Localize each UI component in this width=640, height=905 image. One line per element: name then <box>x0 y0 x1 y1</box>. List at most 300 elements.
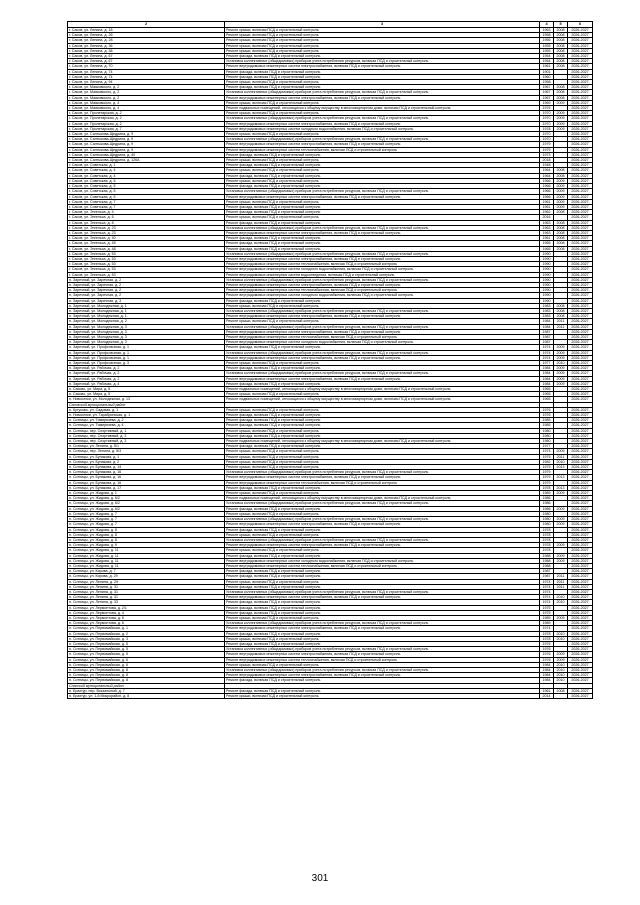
last-repair-year-cell: 2011 <box>554 584 568 589</box>
build-year-cell: 1967 <box>540 85 554 90</box>
address-cell: г. Сасов, ул. Энгельса, д. 53 <box>68 262 225 267</box>
build-year-cell: 1980 <box>540 428 554 433</box>
last-repair-year-cell: 2013 <box>554 465 568 470</box>
build-year-cell: 1965 <box>540 392 554 397</box>
work-type-cell: Ремонт внутридомовых инженерных систем электроснабжения, включая ПСД и строительный контроль <box>225 95 540 100</box>
last-repair-year-cell: 2008 <box>554 314 568 319</box>
last-repair-year-cell: 2009 <box>554 111 568 116</box>
work-type-cell: Ремонт крыши, включая ПСД и строительный контроль <box>225 43 540 48</box>
build-year-cell: 1948 <box>540 163 554 168</box>
last-repair-year-cell: 2008 <box>554 220 568 225</box>
work-type-cell: Ремонт подвальных помещений, относящихся к общему имуществу в многоквартирном доме, включая ПСД и строительный контроль <box>225 387 540 392</box>
work-type-cell: Ремонт фасада, включая ПСД и строительный контроль <box>225 423 540 428</box>
planned-period-cell: 2026-2027 <box>568 506 593 511</box>
planned-period-cell: 2026-2027 <box>568 470 593 475</box>
work-type-cell: Ремонт внутридомовых инженерных систем электроснабжения, включая ПСД и строительный контроль <box>225 355 540 360</box>
work-type-cell: Ремонт подвальных помещений, относящихся к общему имуществу в многоквартирном доме, включая ПСД и строительный контроль <box>225 106 540 111</box>
build-year-cell: 1990 <box>540 256 554 261</box>
planned-period-cell: 2026-2027 <box>568 392 593 397</box>
planned-period-cell: 2026-2027 <box>568 615 593 620</box>
build-year-cell: 1970 <box>540 116 554 121</box>
last-repair-year-cell: 2009 <box>554 517 568 522</box>
work-type-cell: Ремонт фасада, включая ПСД и строительный контроль <box>225 184 540 189</box>
work-type-cell: Ремонт внутридомовых инженерных систем электроснабжения, включая ПСД и строительный контроль <box>225 522 540 527</box>
address-cell: п. Сотницы, пер. Спортивный, д. 1 <box>68 428 225 433</box>
build-year-cell: 1984 <box>540 678 554 683</box>
last-repair-year-cell: 2009 <box>554 381 568 386</box>
last-repair-year-cell: 2008 <box>554 688 568 693</box>
work-type-cell: Ремонт подвальных помещений, относящихся к общему имуществу в многоквартирном доме, включая ПСД и строительный контроль <box>225 397 540 402</box>
work-type-cell: Ремонт фасада, включая ПСД и строительный контроль <box>225 506 540 511</box>
last-repair-year-cell: 2009 <box>554 558 568 563</box>
last-repair-year-cell: 2010 <box>554 636 568 641</box>
planned-period-cell: 2026-2027 <box>568 33 593 38</box>
work-type-cell: Ремонт крыши, включая ПСД и строительный контроль <box>225 548 540 553</box>
work-type-cell: Ремонт внутридомовых инженерных систем теплоснабжения, включая ПСД и строительный контроль <box>225 262 540 267</box>
planned-period-cell: 2026-2027 <box>568 553 593 558</box>
work-type-cell: Ремонт внутридомовых инженерных систем электроснабжения, включая ПСД и строительный контроль <box>225 543 540 548</box>
table-body <box>68 28 593 699</box>
address-cell: п. Сотницы, ул. Жидова, д. 8 <box>68 537 225 542</box>
build-year-cell: 1990 <box>540 277 554 282</box>
last-repair-year-cell: 2011 <box>554 574 568 579</box>
work-type-cell: Ремонт фасада, включая ПСД и строительный контроль <box>225 381 540 386</box>
work-type-cell: Ремонт внутридомовых инженерных систем теплоснабжения, включая ПСД и строительный контроль <box>225 147 540 152</box>
planned-period-cell: 2026-2027 <box>568 199 593 204</box>
address-cell: г. Сасов, ул. Маяковского, д. 4 <box>68 106 225 111</box>
work-type-cell: Ремонт внутридомовых инженерных систем холодного водоснабжения, включая ПСД и строительный контроль <box>225 267 540 272</box>
work-type-cell: Ремонт внутридомовых инженерных систем электроснабжения, включая ПСД и строительный контроль <box>225 329 540 334</box>
build-year-cell: 1970 <box>540 111 554 116</box>
build-year-cell: 1955 <box>540 48 554 53</box>
address-cell: п. Сотницы, ул. Бунакова, д. 14 <box>68 465 225 470</box>
address-cell: г. Сасов, ул. Пролетарская, д. 2 <box>68 121 225 126</box>
last-repair-year-cell: 2008 <box>554 64 568 69</box>
last-repair-year-cell: 2010 <box>554 673 568 678</box>
planned-period-cell: 2026-2027 <box>568 532 593 537</box>
work-type-cell: Ремонт внутридомовых инженерных систем теплоснабжения, включая ПСД и строительный контроль <box>225 480 540 485</box>
planned-period-cell: 2026-2027 <box>568 126 593 131</box>
planned-period-cell: 2026-2027 <box>568 28 593 33</box>
address-cell: п. Заречный, ул. Заречная, д. 2 <box>68 277 225 282</box>
work-type-cell: Ремонт фасада, включая ПСД и строительный контроль <box>225 413 540 418</box>
address-cell: п. Сотницы, ул. Первомайская, д. 5 <box>68 652 225 657</box>
planned-period-cell: 2026-2027 <box>568 641 593 646</box>
build-year-cell: 1975 <box>540 610 554 615</box>
last-repair-year-cell: 2008 <box>554 225 568 230</box>
work-type-cell: Ремонт фасада, включая ПСД и строительный контроль <box>225 678 540 683</box>
last-repair-year-cell: 2008 <box>554 90 568 95</box>
planned-period-cell: 2026-2027 <box>568 225 593 230</box>
address-cell: п. Заречный, ул. Профсоюзная, д. 1 <box>68 345 225 350</box>
address-cell: п. Сотницы, ул. Тимирязева, д. 2 <box>68 418 225 423</box>
planned-period-cell: 2026-2027 <box>568 267 593 272</box>
build-year-cell: 1989 <box>540 621 554 626</box>
build-year-cell: 1983 <box>540 303 554 308</box>
build-year-cell: 1974 <box>540 579 554 584</box>
work-type-cell: Ремонт крыши, включая ПСД и строительный контроль <box>225 100 540 105</box>
planned-period-cell: 2026-2027 <box>568 475 593 480</box>
address-cell: г. Сасов, ул. Ленина, д. 70 <box>68 64 225 69</box>
build-year-cell: 1978 <box>540 631 554 636</box>
work-type-cell: Установка коллективных (общедомовых) приборов учета потребления ресурсов, включая ПСД и строительный контроль <box>225 277 540 282</box>
address-cell: п. Сотницы, ул. Жидова, д. 11 <box>68 563 225 568</box>
build-year-cell: 1985 <box>540 423 554 428</box>
last-repair-year-cell: 2011 <box>554 579 568 584</box>
planned-period-cell: 2026-2027 <box>568 282 593 287</box>
build-year-cell: 1978 <box>540 548 554 553</box>
work-type-cell: Ремонт внутридомовых инженерных систем электроснабжения, включая ПСД и строительный контроль <box>225 314 540 319</box>
address-cell: п. Кутуково, ул. Садовая, д. 1 <box>68 407 225 412</box>
address-cell: п. Сотницы, ул. Лермонтова, д. 2/1 <box>68 605 225 610</box>
build-year-cell: 1990 <box>540 293 554 298</box>
build-year-cell: 1954 <box>540 59 554 64</box>
work-type-cell: Ремонт внутридомовых инженерных систем холодного водоснабжения, включая ПСД и строительный контроль <box>225 293 540 298</box>
build-year-cell: 1984 <box>540 319 554 324</box>
last-repair-year-cell: 2008 <box>554 28 568 33</box>
address-cell: п. Сотницы, ул. Тимирязева, д. 4 <box>68 423 225 428</box>
work-type-cell: Ремонт внутридомовых инженерных систем теплоснабжения, включая ПСД и строительный контроль <box>225 288 540 293</box>
address-cell: п. Заречный, ул. Молодежная, д. 3 <box>68 340 225 345</box>
address-cell: п. Сотницы, ул. Жидова, д. 9 <box>68 543 225 548</box>
work-type-cell: Ремонт внутридомовых инженерных систем электроснабжения, включая ПСД и строительный контроль <box>225 194 540 199</box>
work-type-cell: Установка коллективных (общедомовых) приборов учета потребления ресурсов, включая ПСД и строительный контроль <box>225 517 540 522</box>
build-year-cell: 1978 <box>540 532 554 537</box>
build-year-cell: 1979 <box>540 470 554 475</box>
last-repair-year-cell: 2010 <box>554 600 568 605</box>
address-cell: п. Заречный, ул. Заречная, д. 2 <box>68 288 225 293</box>
last-repair-year-cell: 2011 <box>554 319 568 324</box>
build-year-cell: 1990 <box>540 267 554 272</box>
planned-period-cell: 2026-2027 <box>568 449 593 454</box>
build-year-cell: 1961 <box>540 688 554 693</box>
planned-period-cell: 2026-2027 <box>568 303 593 308</box>
address-cell: п. Заречный, ул. Молодежная, д. 3 <box>68 329 225 334</box>
build-year-cell: 1901 <box>540 69 554 74</box>
build-year-cell: 1989 <box>540 615 554 620</box>
build-year-cell: 1984 <box>540 381 554 386</box>
last-repair-year-cell: 2009 <box>554 506 568 511</box>
last-repair-year-cell: 2009 <box>554 121 568 126</box>
address-cell: п. Сотницы, ул. Ленина, д. 31 <box>68 584 225 589</box>
address-cell: п. Сотницы, ул. Бунакова, д. 17 <box>68 485 225 490</box>
last-repair-year-cell: 2008 <box>554 59 568 64</box>
build-year-cell: 1963 <box>540 220 554 225</box>
address-cell: п. Заречный, ул. Молодежная, д. 1 <box>68 303 225 308</box>
address-cell: г. Сасов, ул. Энгельса, д. 6 <box>68 215 225 220</box>
build-year-cell: 1978 <box>540 636 554 641</box>
build-year-cell: 1978 <box>540 527 554 532</box>
build-year-cell: 1990 <box>540 298 554 303</box>
work-type-cell: Ремонт крыши, включая ПСД и строительный контроль <box>225 168 540 173</box>
capital-repair-works-table <box>67 21 593 699</box>
planned-period-cell: 2026-2027 <box>568 147 593 152</box>
work-type-cell: Ремонт внутридомовых инженерных систем электроснабжения, включая ПСД и строительный контроль <box>225 121 540 126</box>
address-cell: п. Сотницы, ул. Жидова, д. 6/2 <box>68 506 225 511</box>
build-year-cell: 1978 <box>540 543 554 548</box>
address-cell: п. Заречный, ул. Молодежная, д. 3 <box>68 334 225 339</box>
build-year-cell: 1958 <box>540 80 554 85</box>
planned-period-cell: 2026-2027 <box>568 38 593 43</box>
planned-period-cell: 2026-2027 <box>568 106 593 111</box>
build-year-cell: 1984 <box>540 324 554 329</box>
address-cell: г. Сасов, ул. Энгельса, д. 23 <box>68 225 225 230</box>
last-repair-year-cell: 2010 <box>554 595 568 600</box>
planned-period-cell: 2026-2027 <box>568 334 593 339</box>
planned-period-cell: 2026-2027 <box>568 485 593 490</box>
planned-period-cell: 2026-2027 <box>568 496 593 501</box>
address-cell: г. Сасов, ул. Энгельса, д. 45 <box>68 241 225 246</box>
address-cell: п. Заречный, ул. Рабочая, д. 2 <box>68 366 225 371</box>
address-cell: г. Сасов, ул. Ленина, д. 74 <box>68 69 225 74</box>
build-year-cell: 1963 <box>540 230 554 235</box>
work-type-cell: Ремонт крыши, включая ПСД и строительный контроль <box>225 111 540 116</box>
build-year-cell: 1987 <box>540 574 554 579</box>
planned-period-cell: 2026-2027 <box>568 48 593 53</box>
address-cell: г. Сасов, ул. Маяковского, д. 4 <box>68 100 225 105</box>
planned-period-cell: 2026-2027 <box>568 517 593 522</box>
work-type-cell: Установка коллективных (общедомовых) приборов учета потребления ресурсов, включая ПСД и строительный контроль <box>225 116 540 121</box>
planned-period-cell: 2026-2027 <box>568 158 593 163</box>
planned-period-cell: 2026-2027 <box>568 413 593 418</box>
address-cell: г. Сасов, ул. Советская, д. 5 <box>68 178 225 183</box>
address-cell: г. Сасов, ул. Советская, д. 7 <box>68 199 225 204</box>
planned-period-cell: 2026-2027 <box>568 194 593 199</box>
build-year-cell: 1978 <box>540 126 554 131</box>
address-cell: г. Сасов, ул. Ленина, д. 28 <box>68 38 225 43</box>
last-repair-year-cell: 2008 <box>554 33 568 38</box>
build-year-cell: 1980 <box>540 511 554 516</box>
planned-period-cell: 2026-2027 <box>568 85 593 90</box>
planned-period-cell: 2026-2027 <box>568 152 593 157</box>
planned-period-cell: 2026-2027 <box>568 262 593 267</box>
planned-period-cell: 2026-2027 <box>568 459 593 464</box>
build-year-cell: 1967 <box>540 90 554 95</box>
work-type-cell: Ремонт крыши, включая ПСД и строительный контроль <box>225 428 540 433</box>
build-year-cell: 1961 <box>540 236 554 241</box>
build-year-cell: 1975 <box>540 454 554 459</box>
last-repair-year-cell: 2008 <box>554 38 568 43</box>
build-year-cell: 1979 <box>540 480 554 485</box>
planned-period-cell: 2026-2027 <box>568 678 593 683</box>
planned-period-cell: 2026-2027 <box>568 537 593 542</box>
planned-period-cell: 2026-2027 <box>568 501 593 506</box>
planned-period-cell: 2026-2027 <box>568 621 593 626</box>
last-repair-year-cell: 2009 <box>554 184 568 189</box>
work-type-cell: Ремонт фасада, включая ПСД и строительный контроль <box>225 173 540 178</box>
address-cell: п. Заречный, ул. Рабочая, д. 4 <box>68 381 225 386</box>
address-cell: г. Сасов, ул. Пролетарская, д. 7 <box>68 126 225 131</box>
work-type-cell: Ремонт крыши, включая ПСД и строительный контроль <box>225 215 540 220</box>
work-type-cell: Ремонт внутридомовых инженерных систем электроснабжения, включая ПСД и строительный контроль <box>225 142 540 147</box>
address-cell: п. Сотницы, ул. Ленина, д. 29 <box>68 579 225 584</box>
build-year-cell: 1974 <box>540 345 554 350</box>
build-year-cell: 1984 <box>540 667 554 672</box>
planned-period-cell: 2026-2027 <box>568 215 593 220</box>
build-year-cell: 1969 <box>540 100 554 105</box>
planned-period-cell: 2026-2027 <box>568 314 593 319</box>
address-cell: п. Сотницы, ул. Жидова, д. 1 <box>68 491 225 496</box>
work-type-cell: Установка коллективных (общедомовых) приборов учета потребления ресурсов, включая ПСД и строительный контроль <box>225 59 540 64</box>
last-repair-year-cell: 2013 <box>554 475 568 480</box>
planned-period-cell: 2026-2027 <box>568 595 593 600</box>
planned-period-cell: 2026-2027 <box>568 662 593 667</box>
col-header-6: 6 <box>568 22 593 28</box>
planned-period-cell: 2026-2027 <box>568 548 593 553</box>
address-cell: г. Сасов, ул. Советская, д. 5 <box>68 194 225 199</box>
build-year-cell: 1990 <box>540 288 554 293</box>
planned-period-cell: 2026-2027 <box>568 688 593 693</box>
planned-period-cell: 2026-2027 <box>568 647 593 652</box>
build-year-cell: 1974 <box>540 355 554 360</box>
last-repair-year-cell: 2010 <box>554 631 568 636</box>
address-cell: п. Сотницы, ул. Лермонтова, д. 4 <box>68 610 225 615</box>
works-table-sheet <box>67 21 589 699</box>
planned-period-cell: 2026-2027 <box>568 293 593 298</box>
last-repair-year-cell: 2009 <box>554 189 568 194</box>
address-cell: г. Сасов, ул. Маяковского, д. 2 <box>68 95 225 100</box>
work-type-cell: Ремонт внутридомовых инженерных систем теплоснабжения, включая ПСД и строительный контроль <box>225 563 540 568</box>
work-type-cell: Ремонт внутридомовых инженерных систем электроснабжения, включая ПСД и строительный контроль <box>225 595 540 600</box>
planned-period-cell: 2026-2027 <box>568 657 593 662</box>
build-year-cell: 1961 <box>540 204 554 209</box>
build-year-cell: 1979 <box>540 475 554 480</box>
col-header-2: 2 <box>68 22 225 28</box>
planned-period-cell: 2026-2027 <box>568 439 593 444</box>
planned-period-cell: 2026-2027 <box>568 418 593 423</box>
work-type-cell: Ремонт внутридомовых инженерных систем теплоснабжения, включая ПСД и строительный контроль <box>225 334 540 339</box>
address-cell: г. Сасов, ул. Ленина, д. 26 <box>68 33 225 38</box>
address-cell: п. Сотницы, ул. Бунакова, д. 1 <box>68 454 225 459</box>
address-cell: п. Сотницы, ул. Первомайская, д. 3 <box>68 636 225 641</box>
address-cell: п. Сотницы, пер. Ленина, д. 5/3 <box>68 449 225 454</box>
planned-period-cell: 2026-2027 <box>568 288 593 293</box>
last-repair-year-cell: 2009 <box>554 366 568 371</box>
address-cell: п. Сотницы, ул. Первомайская, д. 5 <box>68 647 225 652</box>
page-number: 301 <box>311 873 329 884</box>
address-cell: п. Сотницы, ул. Жидова, д. 11 <box>68 548 225 553</box>
last-repair-year-cell: 2009 <box>554 116 568 121</box>
build-year-cell: 1983 <box>540 314 554 319</box>
address-cell: г. Сасов, ул. Советская, д. 4 <box>68 173 225 178</box>
work-type-cell: Ремонт крыши, включая ПСД и строительный контроль <box>225 28 540 33</box>
address-cell: г. Сасов, ул. Салтыкова-Щедрина, д. 40 <box>68 152 225 157</box>
build-year-cell: 1978 <box>540 537 554 542</box>
address-cell: г. Сасов, ул. Ленина, д. 67 <box>68 54 225 59</box>
address-cell: п. Заречный, ул. Рабочая, д. 2 <box>68 376 225 381</box>
build-year-cell: 1975 <box>540 465 554 470</box>
planned-period-cell: 2026-2027 <box>568 407 593 412</box>
address-cell: п. Сотницы, ул. Первомайская, д. 1 <box>68 626 225 631</box>
last-repair-year-cell: 2009 <box>554 522 568 527</box>
work-type-cell: Установка коллективных (общедомовых) приборов учета потребления ресурсов, включая ПСД и строительный контроль <box>225 470 540 475</box>
build-year-cell: 1976 <box>540 652 554 657</box>
address-cell: п. Заречный, ул. Молодежная, д. 2 <box>68 319 225 324</box>
work-type-cell: Ремонт внутридомовых инженерных систем электроснабжения, включая ПСД и строительный контроль <box>225 673 540 678</box>
address-cell: п. Сотницы, ул. Первомайская, д. 8 <box>68 673 225 678</box>
build-year-cell: 1986 <box>540 506 554 511</box>
planned-period-cell: 2026-2027 <box>568 74 593 79</box>
work-type-cell: Ремонт фасада, включая ПСД и строительный контроль <box>225 220 540 225</box>
work-type-cell: Ремонт внутридомовых инженерных систем холодного водоснабжения, включая ПСД и строительный контроль <box>225 340 540 345</box>
build-year-cell: 1955 <box>540 43 554 48</box>
planned-period-cell: 2026-2027 <box>568 111 593 116</box>
last-repair-year-cell: 2008 <box>554 236 568 241</box>
last-repair-year-cell: 2008 <box>554 210 568 215</box>
build-year-cell: 1987 <box>540 340 554 345</box>
planned-period-cell: 2026-2027 <box>568 230 593 235</box>
planned-period-cell: 2026-2027 <box>568 387 593 392</box>
work-type-cell: Ремонт крыши, включая ПСД и строительный контроль <box>225 579 540 584</box>
work-type-cell: Ремонт крыши, включая ПСД и строительный контроль <box>225 33 540 38</box>
last-repair-year-cell: 2008 <box>554 230 568 235</box>
work-type-cell: Ремонт фасада, включая ПСД и строительный контроль <box>225 236 540 241</box>
work-type-cell: Ремонт внутридомовых инженерных систем электроснабжения, включая ПСД и строительный контроль <box>225 626 540 631</box>
last-repair-year-cell: 2008 <box>554 173 568 178</box>
work-type-cell: Ремонт крыши, включая ПСД и строительный контроль <box>225 361 540 366</box>
build-year-cell: 1990 <box>540 272 554 277</box>
build-year-cell: 1990 <box>540 282 554 287</box>
build-year-cell: 1961 <box>540 64 554 69</box>
planned-period-cell: 2026-2027 <box>568 361 593 366</box>
last-repair-year-cell: 2013 <box>554 485 568 490</box>
work-type-cell: Установка коллективных (общедомовых) приборов учета потребления ресурсов, включая ПСД и строительный контроль <box>225 225 540 230</box>
planned-period-cell: 2026-2027 <box>568 246 593 251</box>
work-type-cell: Ремонт внутридомовых инженерных систем водоотведения, включая ПСД и строительный контроль <box>225 272 540 277</box>
planned-period-cell: 2026-2027 <box>568 610 593 615</box>
address-cell: г. Сасов, ул. Салтыкова-Щедрина, д. 9 <box>68 132 225 137</box>
planned-period-cell: 2026-2027 <box>568 59 593 64</box>
build-year-cell: 1966 <box>540 189 554 194</box>
work-type-cell: Ремонт фасада, включая ПСД и строительный контроль <box>225 85 540 90</box>
col-header-4: 4 <box>540 22 554 28</box>
build-year-cell: 1979 <box>540 142 554 147</box>
last-repair-year-cell: 2008 <box>554 241 568 246</box>
planned-period-cell: 2026-2027 <box>568 100 593 105</box>
address-cell: п. Сотницы, ул. Жидова, д. 7 <box>68 522 225 527</box>
build-year-cell: 1958 <box>540 33 554 38</box>
build-year-cell: 1967 <box>540 95 554 100</box>
planned-period-cell: 2026-2027 <box>568 95 593 100</box>
address-cell: п. Сотницы, ул. Жидова, д. 8 <box>68 527 225 532</box>
planned-period-cell: 2026-2027 <box>568 329 593 334</box>
planned-period-cell: 2026-2027 <box>568 574 593 579</box>
address-cell: г. Сасов, ул. Советская, д. 4 <box>68 168 225 173</box>
build-year-cell: 1980 <box>540 433 554 438</box>
address-cell: г. Сасов, ул. Ленина, д. 38 <box>68 48 225 53</box>
planned-period-cell: 2026-2027 <box>568 423 593 428</box>
planned-period-cell: 2026-2027 <box>568 589 593 594</box>
address-cell: п. Сотницы, ул. Первомайская, д. 8 <box>68 678 225 683</box>
address-cell: п. Сотницы, ул. Жидова, д. 6/2 <box>68 501 225 506</box>
planned-period-cell: 2026-2027 <box>568 428 593 433</box>
address-cell: п. Сотницы, ул. Жидова, д. 11 <box>68 558 225 563</box>
build-year-cell: 1990 <box>540 262 554 267</box>
work-type-cell: Ремонт внутридомовых инженерных систем электроснабжения, включая ПСД и строительный контроль <box>225 282 540 287</box>
planned-period-cell: 2026-2027 <box>568 636 593 641</box>
work-type-cell: Ремонт крыши, включая ПСД и строительный контроль <box>225 449 540 454</box>
planned-period-cell: 2026-2027 <box>568 491 593 496</box>
address-cell: г. Сасов, ул. Ленина, д. 94 <box>68 80 225 85</box>
work-type-cell: Ремонт крыши, включая ПСД и строительный контроль <box>225 454 540 459</box>
last-repair-year-cell: 2009 <box>554 355 568 360</box>
planned-period-cell: 2026-2027 <box>568 90 593 95</box>
planned-period-cell: 2026-2027 <box>568 256 593 261</box>
last-repair-year-cell: 2010 <box>554 678 568 683</box>
address-cell: п. Ерахтур, пер. Вокзальный, д. 7 <box>68 688 225 693</box>
work-type-cell: Установка коллективных (общедомовых) приборов учета потребления ресурсов, включая ПСД и строительный контроль <box>225 501 540 506</box>
work-type-cell: Ремонт подвальных помещений, относящихся к общему имуществу в многоквартирном доме, включая ПСД и строительный контроль <box>225 439 540 444</box>
